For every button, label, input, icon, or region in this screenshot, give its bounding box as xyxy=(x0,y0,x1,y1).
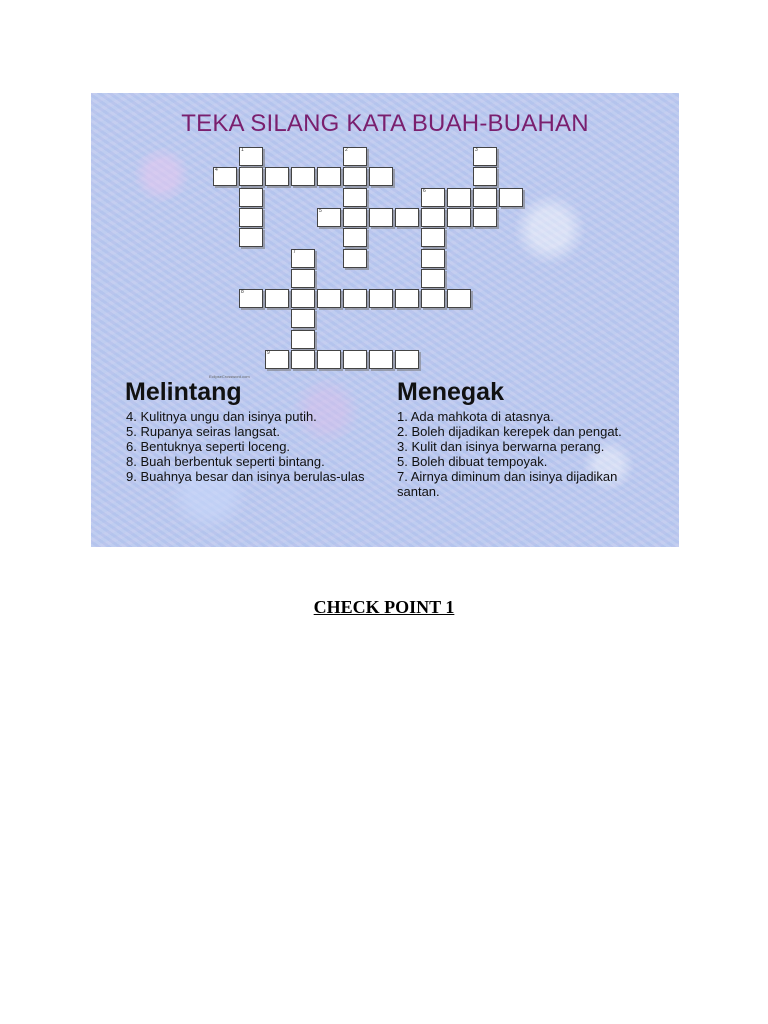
crossword-grid xyxy=(91,93,679,383)
grid-cell xyxy=(291,350,315,369)
grid-cell xyxy=(317,167,341,186)
grid-cell xyxy=(499,188,523,207)
grid-cell xyxy=(291,330,315,349)
grid-cell xyxy=(291,289,315,308)
across-clue: 5. Rupanya seiras langsat. xyxy=(126,424,280,439)
clue-number: 9 xyxy=(267,350,270,356)
grid-cell xyxy=(265,167,289,186)
puzzle-credit: EclipseCrossword.com xyxy=(209,374,250,379)
grid-cell xyxy=(317,350,341,369)
puzzle-title: TEKA SILANG KATA BUAH-BUAHAN xyxy=(181,110,589,137)
grid-cell xyxy=(421,269,445,288)
grid-cell xyxy=(447,208,471,227)
grid-cell xyxy=(239,208,263,227)
clue-number: 2 xyxy=(345,147,348,153)
down-clue: 3. Kulit dan isinya berwarna perang. xyxy=(397,439,605,454)
down-clue: 7. Airnya diminum dan isinya dijadikan santan. xyxy=(397,469,618,499)
grid-cell xyxy=(421,289,445,308)
grid-cell xyxy=(369,350,393,369)
grid-cell xyxy=(343,167,367,186)
grid-cell xyxy=(369,167,393,186)
grid-cell xyxy=(395,350,419,369)
clue-number: 6 xyxy=(423,187,426,194)
grid-cell xyxy=(473,208,497,227)
down-clue: 1. Ada mahkota di atasnya. xyxy=(397,409,554,424)
grid-cell xyxy=(473,188,497,207)
crossword-image xyxy=(91,93,679,547)
across-clue: 8. Buah berbentuk seperti bintang. xyxy=(126,454,325,469)
grid-cell xyxy=(343,289,367,308)
grid-cell xyxy=(265,289,289,308)
grid-cell xyxy=(343,249,367,268)
grid-cell xyxy=(317,289,341,308)
grid-cell xyxy=(291,269,315,288)
grid-cell xyxy=(421,249,445,268)
grid-cell xyxy=(473,167,497,186)
down-heading: Menegak xyxy=(397,378,504,406)
down-clue: 5. Boleh dibuat tempoyak. xyxy=(397,454,548,469)
grid-cell xyxy=(369,289,393,308)
clue-number: 5 xyxy=(319,207,322,214)
checkpoint-heading: CHECK POINT 1 xyxy=(313,597,455,617)
grid-cell xyxy=(239,167,263,186)
grid-cell xyxy=(395,289,419,308)
down-clue: 2. Boleh dijadikan kerepek dan pengat. xyxy=(397,424,622,439)
across-clues xyxy=(126,409,376,484)
grid-cell xyxy=(421,228,445,247)
grid-cell xyxy=(395,208,419,227)
across-clue: 4. Kulitnya ungu dan isinya putih. xyxy=(126,409,317,424)
grid-cell xyxy=(421,208,445,227)
clue-number: 7 xyxy=(293,248,296,255)
grid-cell xyxy=(343,188,367,207)
across-clue: 6. Bentuknya seperti loceng. xyxy=(126,439,291,454)
across-heading: Melintang xyxy=(125,378,242,406)
clue-number: 1 xyxy=(241,147,244,153)
grid-cell xyxy=(291,167,315,186)
grid-cell xyxy=(447,289,471,308)
clue-number: 3 xyxy=(475,147,478,153)
grid-cell xyxy=(447,188,471,207)
grid-cell xyxy=(239,228,263,247)
grid-cell xyxy=(239,188,263,207)
grid-cell xyxy=(343,350,367,369)
grid-cell xyxy=(343,208,367,227)
grid-cell xyxy=(343,228,367,247)
clue-number: 4 xyxy=(215,167,218,174)
across-clue: 9. Buahnya besar dan isinya berulas-ulas xyxy=(126,469,365,484)
grid-cell xyxy=(291,309,315,328)
down-clues xyxy=(397,409,652,499)
clue-number: 8 xyxy=(241,289,244,296)
grid-cell xyxy=(369,208,393,227)
